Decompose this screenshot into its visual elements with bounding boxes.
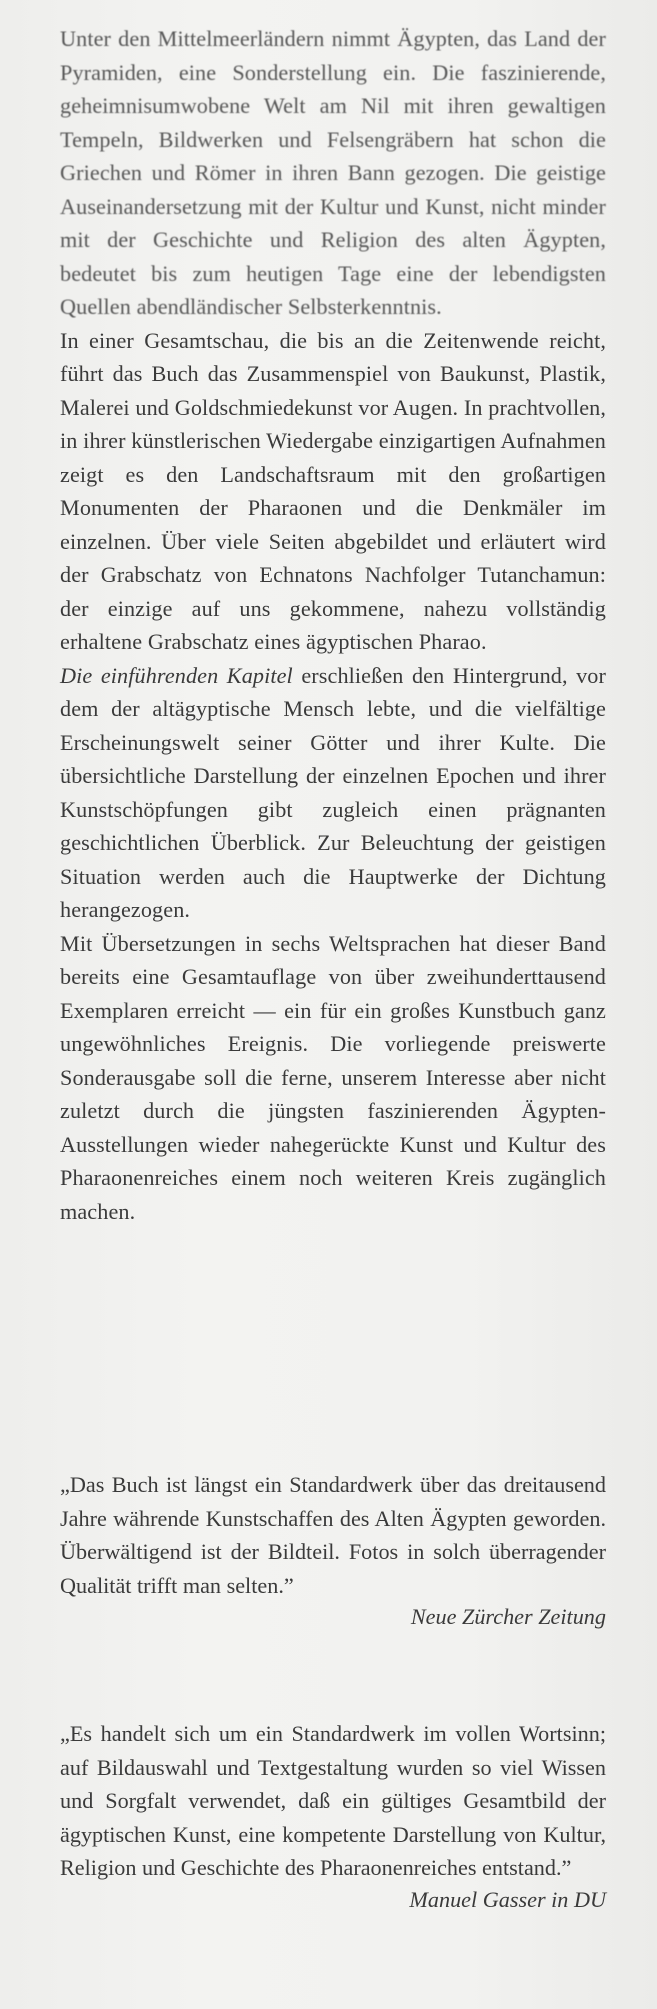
- blurb-paragraph-3: [60, 659, 606, 927]
- blurb-paragraph-2: In einer Gesamtschau, die bis an die Zeitenwende reicht, führt das Buch das Zusammenspiel von Baukunst, Plastik, Malerei und Goldschmiedekunst vor Augen. In prachtvollen, in ihrer künstlerischen Wiedergabe einzigartigen Aufnahmen zeigt es den Landschaftsraum mit den großartigen Monumenten der Pharaonen und die Denkmäler im einzelnen. Über viele Seiten abgebildet und erläutert wird der Grabschatz von Echnatons Nachfolger Tutanchamun: der einzige auf uns gekommene, nahezu vollständig erhaltene Grabschatz eines ägyptischen Pharao.: [60, 327, 606, 654]
- review-quote-2: [60, 1717, 606, 1916]
- review-quote-source: Neue Zürcher Zeitung: [410, 1604, 606, 1629]
- review-quote-text: „Es handelt sich um ein Standardwerk im vollen Wortsinn; auf Bildauswahl und Textgestaltung wurden so viel Wissen und Sorgfalt verwendet, daß ein gültiges Gesamtbild der ägyptischen Kunst, eine kompetente Darstellung von Kultur, Religion und Geschichte des Pharaonenreiches entstand.”: [60, 1721, 606, 1880]
- blurb-text: [60, 22, 606, 1228]
- review-quote-1: [60, 1468, 606, 1634]
- review-quote-text: „Das Buch ist längst ein Standardwerk über das dreitausend Jahre währende Kunstschaffen des Alten Ägypten geworden. Überwältigend ist der Bildteil. Fotos in solch überragender Qualität trifft man selten.”: [60, 1472, 606, 1598]
- blurb-paragraph-3-italic: Die einführenden Kapitel: [60, 662, 293, 688]
- review-quote-source: Manuel Gasser in DU: [409, 1886, 606, 1912]
- blurb-paragraph-3-rest: erschließen den Hintergrund, vor dem der altägyptische Mensch lebte, und die vielfältige Erscheinungswelt seiner Götter und ihrer Kulte. Die übersichtliche Darstellung der einzelnen Epochen und ihrer Kunstschöpfungen gibt zugleich einen prägnanten geschichtlichen Überblick. Zur Beleuchtung der geistigen Situation werden auch die Hauptwerke der Dichtung herangezogen.: [60, 662, 606, 922]
- blurb-paragraph-1: Unter den Mittelmeerländern nimmt Ägypten, das Land der Pyramiden, eine Sonderstellung ein. Die faszinierende, geheimnisumwobene Welt am Nil mit ihren gewaltigen Tempeln, Bildwerken und Felsengräbern hat schon die Griechen und Römer in ihren Bann gezogen. Die geistige Auseinandersetzung mit der Kultur und Kunst, nicht minder mit der Geschichte und Religion des alten Ägypten, bedeutet bis zum heutigen Tage eine der lebendigsten Quellen abendländischer Selbsterkenntnis.: [60, 26, 606, 319]
- blurb-paragraph-4: Mit Übersetzungen in sechs Weltsprachen hat dieser Band bereits eine Gesamtauflage von über zweihunderttausend Exemplaren erreicht — ein für ein großes Kunstbuch ganz ungewöhnliches Ereignis. Die vorliegende preiswerte Sonderausgabe soll die ferne, unserem Interesse aber nicht zuletzt durch die jüngsten faszinierenden Ägypten-Ausstellungen wieder nahegerückte Kunst und Kultur des Pharaonenreiches einem noch weiteren Kreis zugänglich machen.: [60, 930, 606, 1224]
